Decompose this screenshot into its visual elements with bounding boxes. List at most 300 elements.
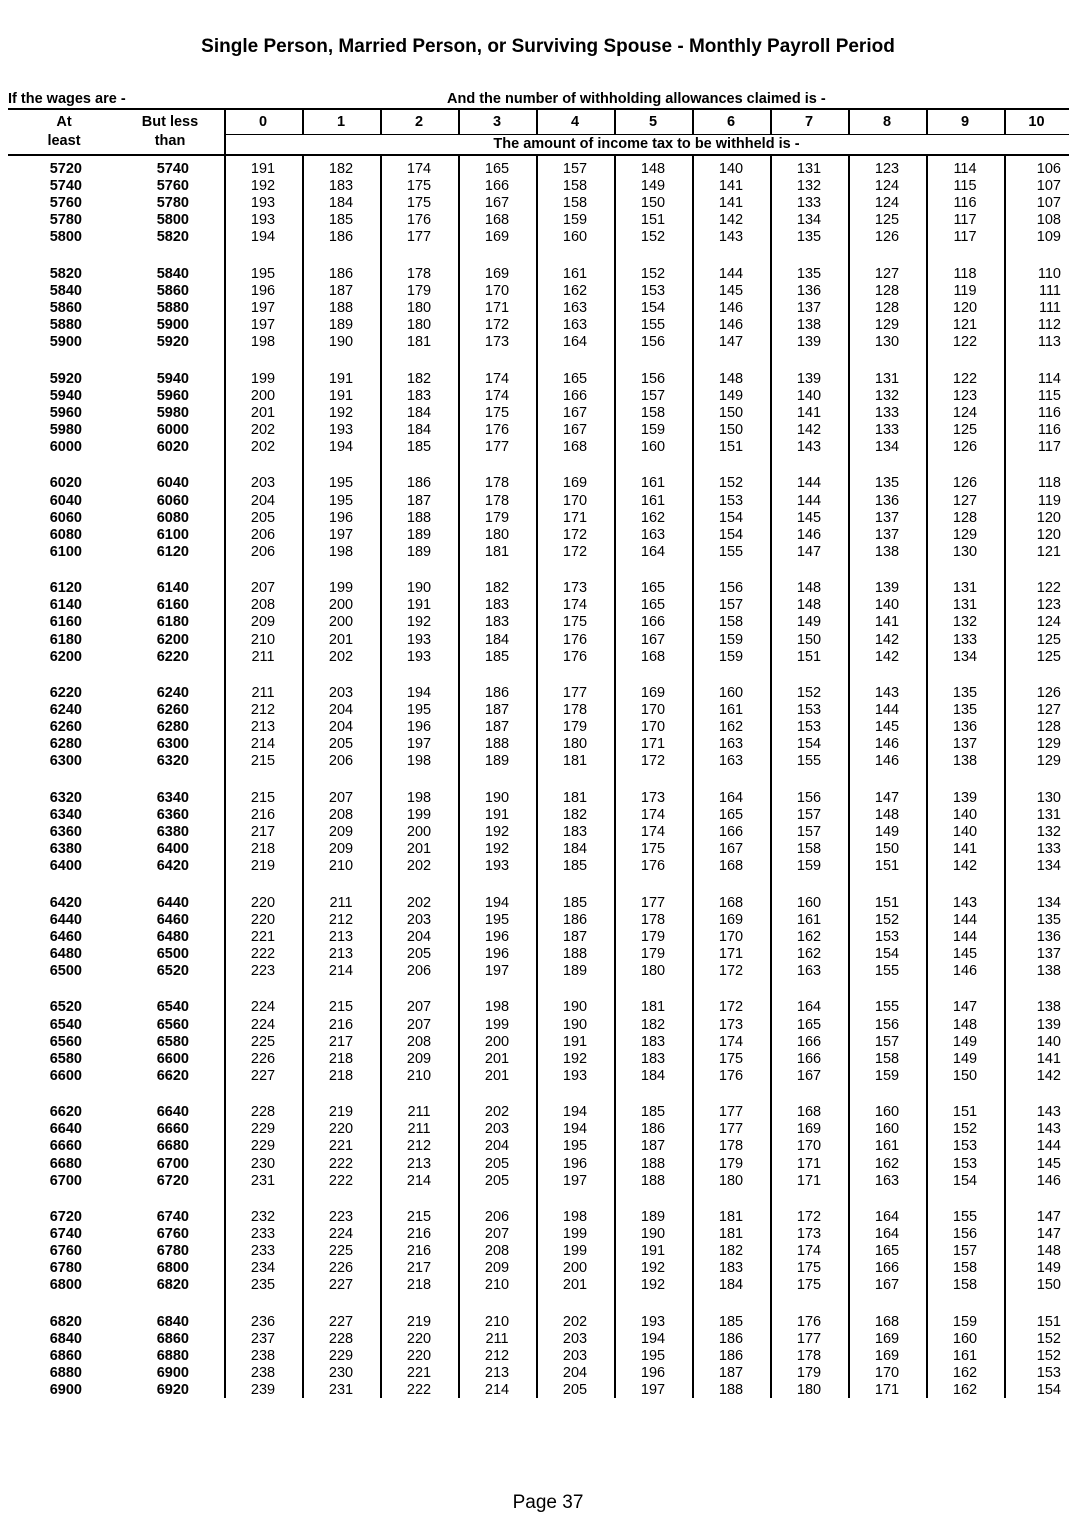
tax-amount-cell: 127 [1036, 702, 1061, 719]
tax-amount-cell: 142 [718, 212, 744, 229]
tax-amount-cell: 200 [406, 824, 432, 840]
tax-amount-cell: 198 [562, 1209, 588, 1225]
tax-amount-cell: 166 [718, 824, 744, 840]
tax-amount-cell: 160 [640, 439, 666, 455]
tax-amount-cell: 153 [1036, 1365, 1061, 1382]
tax-amount-cell: 153 [874, 928, 900, 945]
tax-amount-cell: 227 [328, 1313, 354, 1330]
tax-amount-cell: 122 [952, 370, 978, 387]
tax-amount-cell: 139 [874, 580, 900, 597]
tax-amount-cell: 124 [874, 195, 900, 212]
tax-amount-cell: 130 [952, 543, 978, 560]
tax-amount-cell: 146 [874, 753, 900, 770]
tax-amount-cell: 233 [250, 1243, 276, 1260]
tax-amount-cell: 149 [874, 824, 900, 840]
wage-less-than-cell: 6300 [156, 736, 189, 753]
tax-amount-cell: 212 [406, 1138, 432, 1155]
tax-amount-cell: 143 [1036, 1121, 1061, 1138]
tax-amount-cell: 183 [406, 387, 432, 404]
tax-amount-cell: 138 [952, 753, 978, 770]
tax-amount-cell: 136 [952, 719, 978, 736]
tax-amount-cell: 146 [952, 963, 978, 979]
tax-amount-cell: 189 [328, 317, 354, 334]
tax-amount-cell: 196 [484, 945, 510, 962]
allowance-col-header: 1 [336, 114, 346, 130]
tax-amount-cell: 107 [1036, 195, 1061, 212]
tax-amount-cell: 131 [874, 370, 900, 387]
tax-amount-cell: 204 [328, 702, 354, 719]
tax-amount-cell: 143 [796, 439, 822, 455]
tax-amount-cell: 198 [406, 753, 432, 770]
wage-less-than-cell: 6120 [156, 543, 189, 560]
tax-amount-cell: 215 [250, 789, 276, 806]
tax-amount-cell: 208 [484, 1243, 510, 1260]
tax-amount-cell: 115 [1037, 387, 1061, 404]
tax-amount-cell: 169 [874, 1348, 900, 1364]
tax-amount-cell: 183 [484, 614, 510, 631]
tax-amount-cell: 160 [874, 1104, 900, 1121]
tax-amount-cell: 202 [406, 894, 432, 911]
wage-less-than-cell: 6700 [156, 1155, 189, 1172]
column-divider [770, 110, 772, 134]
tax-amount-cell: 229 [250, 1138, 276, 1155]
tax-amount-cell: 127 [874, 265, 900, 282]
tax-amount-cell: 217 [250, 824, 276, 840]
tax-amount-cell: 178 [406, 265, 432, 282]
tax-amount-cell: 208 [328, 806, 354, 823]
tax-amount-cell: 168 [562, 439, 588, 455]
wage-at-least-cell: 6600 [49, 1067, 82, 1084]
tax-amount-cell: 119 [953, 282, 977, 299]
tax-amount-cell: 178 [484, 475, 510, 492]
page-title: Single Person, Married Person, or Surviving Spouse - Monthly Payroll Period [201, 36, 895, 57]
tax-amount-cell: 218 [406, 1277, 432, 1294]
tax-amount-cell: 155 [952, 1209, 978, 1225]
tax-amount-cell: 159 [562, 212, 588, 229]
tax-amount-cell: 182 [328, 161, 354, 177]
tax-amount-cell: 159 [874, 1067, 900, 1084]
tax-amount-cell: 157 [640, 387, 666, 404]
tax-amount-cell: 188 [406, 509, 432, 526]
wage-less-than-cell: 6260 [156, 702, 189, 719]
wage-less-than-cell: 6920 [156, 1382, 189, 1399]
tax-amount-cell: 125 [952, 421, 978, 438]
wage-less-than-cell: 6320 [156, 753, 189, 770]
tax-amount-cell: 147 [1036, 1209, 1061, 1225]
tax-amount-cell: 168 [718, 894, 744, 911]
wage-less-than-cell: 5920 [156, 334, 189, 351]
tax-amount-cell: 219 [406, 1313, 432, 1330]
tax-amount-cell: 164 [640, 543, 666, 560]
tax-amount-cell: 192 [250, 178, 276, 195]
tax-amount-cell: 114 [1037, 370, 1061, 387]
col-at-least-line2: least [47, 133, 81, 149]
tax-amount-cell: 189 [562, 963, 588, 979]
tax-amount-cell: 163 [718, 736, 744, 753]
tax-amount-cell: 194 [406, 685, 432, 701]
wage-at-least-cell: 6740 [49, 1226, 82, 1243]
tax-amount-cell: 190 [484, 789, 510, 806]
tax-amount-cell: 162 [952, 1382, 978, 1399]
wage-less-than-cell: 6880 [156, 1348, 189, 1364]
wage-less-than-cell: 6640 [156, 1104, 189, 1121]
wage-at-least-cell: 6500 [49, 963, 82, 979]
column-divider [536, 110, 538, 134]
tax-amount-cell: 152 [796, 685, 822, 701]
tax-amount-cell: 165 [640, 580, 666, 597]
column-divider [380, 156, 382, 1398]
tax-amount-cell: 184 [406, 404, 432, 421]
tax-amount-cell: 176 [562, 631, 588, 648]
tax-amount-cell: 174 [562, 597, 588, 614]
tax-amount-cell: 191 [328, 370, 354, 387]
tax-amount-cell: 168 [640, 648, 666, 665]
tax-amount-cell: 189 [640, 1209, 666, 1225]
wage-less-than-cell: 6200 [156, 631, 189, 648]
tax-amount-cell: 191 [484, 806, 510, 823]
wage-at-least-cell: 6380 [49, 841, 82, 858]
wage-at-least-cell: 6160 [49, 614, 82, 631]
allowance-header-rule [224, 134, 1069, 135]
tax-amount-cell: 188 [328, 300, 354, 316]
allowance-col-header: 2 [414, 114, 424, 130]
tax-amount-cell: 199 [406, 806, 432, 823]
tax-amount-cell: 205 [328, 736, 354, 753]
tax-amount-cell: 151 [952, 1104, 978, 1121]
header-bottom-rule [8, 154, 1069, 156]
tax-amount-cell: 187 [484, 702, 510, 719]
tax-amount-cell: 189 [484, 753, 510, 770]
tax-amount-cell: 182 [718, 1243, 744, 1260]
tax-amount-cell: 184 [718, 1277, 744, 1294]
tax-amount-cell: 218 [250, 841, 276, 858]
tax-amount-cell: 171 [796, 1155, 822, 1172]
tax-amount-cell: 142 [1036, 1067, 1061, 1084]
tax-amount-cell: 208 [406, 1033, 432, 1050]
wage-less-than-cell: 6140 [156, 580, 189, 597]
tax-amount-cell: 190 [562, 1016, 588, 1033]
wage-less-than-cell: 6520 [156, 963, 189, 979]
tax-amount-cell: 163 [562, 317, 588, 334]
tax-amount-cell: 219 [250, 858, 276, 875]
tax-amount-cell: 204 [328, 719, 354, 736]
tax-amount-cell: 106 [1036, 161, 1061, 177]
divider-wages-allowances [224, 156, 226, 1398]
tax-amount-cell: 134 [1036, 894, 1061, 911]
tax-amount-cell: 239 [250, 1382, 276, 1399]
tax-amount-cell: 146 [718, 300, 744, 316]
tax-amount-cell: 120 [952, 300, 978, 316]
tax-amount-cell: 148 [874, 806, 900, 823]
tax-amount-cell: 111 [1038, 282, 1061, 299]
tax-amount-cell: 158 [874, 1050, 900, 1067]
tax-amount-cell: 134 [1036, 858, 1061, 875]
tax-amount-cell: 235 [250, 1277, 276, 1294]
tax-amount-cell: 195 [250, 265, 276, 282]
wage-at-least-cell: 6580 [49, 1050, 82, 1067]
tax-amount-cell: 132 [952, 614, 978, 631]
tax-amount-cell: 187 [484, 719, 510, 736]
tax-amount-cell: 198 [250, 334, 276, 351]
tax-amount-cell: 122 [1036, 580, 1061, 597]
wage-at-least-cell: 6880 [49, 1365, 82, 1382]
tax-amount-cell: 162 [640, 509, 666, 526]
tax-amount-cell: 157 [796, 806, 822, 823]
tax-amount-cell: 181 [718, 1209, 744, 1225]
tax-amount-cell: 165 [640, 597, 666, 614]
tax-amount-cell: 211 [251, 685, 275, 701]
tax-amount-cell: 154 [952, 1172, 978, 1189]
tax-amount-cell: 116 [1037, 421, 1061, 438]
tax-amount-cell: 118 [953, 265, 977, 282]
wage-less-than-cell: 5780 [156, 195, 189, 212]
tax-amount-cell: 206 [250, 543, 276, 560]
tax-amount-cell: 144 [952, 911, 978, 928]
tax-amount-cell: 128 [874, 282, 900, 299]
tax-amount-cell: 213 [484, 1365, 510, 1382]
tax-amount-cell: 173 [640, 789, 666, 806]
tax-amount-cell: 184 [562, 841, 588, 858]
tax-amount-cell: 124 [952, 404, 978, 421]
tax-amount-cell: 198 [484, 999, 510, 1016]
tax-amount-cell: 168 [796, 1104, 822, 1121]
tax-amount-cell: 171 [484, 300, 510, 316]
tax-amount-cell: 139 [796, 334, 822, 351]
wage-at-least-cell: 6700 [49, 1172, 82, 1189]
wage-less-than-cell: 6400 [156, 841, 189, 858]
tax-amount-cell: 210 [328, 858, 354, 875]
tax-amount-cell: 189 [406, 543, 432, 560]
tax-amount-cell: 132 [796, 178, 822, 195]
tax-amount-cell: 194 [484, 894, 510, 911]
column-divider [770, 156, 772, 1398]
tax-amount-cell: 194 [328, 439, 354, 455]
tax-amount-cell: 182 [562, 806, 588, 823]
tax-amount-cell: 120 [1036, 509, 1061, 526]
tax-amount-cell: 166 [562, 387, 588, 404]
tax-amount-cell: 141 [718, 178, 744, 195]
tax-amount-cell: 138 [874, 543, 900, 560]
tax-amount-cell: 144 [952, 928, 978, 945]
tax-amount-cell: 158 [952, 1260, 978, 1277]
tax-amount-cell: 206 [484, 1209, 510, 1225]
tax-amount-cell: 178 [562, 702, 588, 719]
wage-at-least-cell: 6660 [49, 1138, 82, 1155]
tax-amount-cell: 152 [640, 229, 666, 246]
tax-amount-cell: 123 [1036, 597, 1061, 614]
tax-amount-cell: 194 [562, 1121, 588, 1138]
wage-less-than-cell: 6060 [156, 492, 189, 509]
tax-amount-cell: 238 [250, 1348, 276, 1364]
tax-amount-cell: 159 [952, 1313, 978, 1330]
tax-amount-cell: 153 [796, 719, 822, 736]
tax-amount-cell: 136 [874, 492, 900, 509]
tax-amount-cell: 208 [250, 597, 276, 614]
tax-amount-cell: 166 [796, 1033, 822, 1050]
tax-amount-cell: 185 [406, 439, 432, 455]
tax-amount-cell: 168 [874, 1313, 900, 1330]
column-divider [1004, 156, 1006, 1398]
tax-amount-cell: 166 [484, 178, 510, 195]
tax-amount-cell: 216 [406, 1243, 432, 1260]
wage-less-than-cell: 5880 [156, 300, 189, 316]
wage-at-least-cell: 6060 [49, 509, 82, 526]
tax-amount-cell: 150 [952, 1067, 978, 1084]
tax-amount-cell: 116 [1037, 404, 1061, 421]
tax-amount-cell: 154 [1036, 1382, 1061, 1399]
tax-amount-cell: 198 [328, 543, 354, 560]
tax-amount-cell: 143 [874, 685, 900, 701]
tax-amount-cell: 197 [640, 1382, 666, 1399]
wage-at-least-cell: 6040 [49, 492, 82, 509]
tax-amount-cell: 147 [1036, 1226, 1061, 1243]
tax-amount-cell: 152 [640, 265, 666, 282]
allowance-col-header: 5 [648, 114, 658, 130]
tax-amount-cell: 168 [718, 858, 744, 875]
tax-amount-cell: 223 [250, 963, 276, 979]
wage-less-than-cell: 6560 [156, 1016, 189, 1033]
divider-wages-amount [224, 134, 226, 155]
tax-amount-cell: 164 [796, 999, 822, 1016]
tax-amount-cell: 214 [250, 736, 276, 753]
tax-amount-cell: 158 [640, 404, 666, 421]
tax-amount-cell: 183 [484, 597, 510, 614]
tax-amount-cell: 132 [874, 387, 900, 404]
tax-amount-cell: 108 [1036, 212, 1061, 229]
wage-less-than-cell: 6600 [156, 1050, 189, 1067]
tax-amount-cell: 151 [718, 439, 744, 455]
tax-amount-cell: 175 [406, 195, 432, 212]
tax-amount-cell: 175 [718, 1050, 744, 1067]
tax-amount-cell: 226 [328, 1260, 354, 1277]
column-divider [458, 156, 460, 1398]
tax-amount-cell: 153 [718, 492, 744, 509]
tax-amount-cell: 174 [406, 161, 432, 177]
tax-amount-cell: 178 [484, 492, 510, 509]
tax-amount-cell: 171 [640, 736, 666, 753]
tax-amount-cell: 185 [562, 894, 588, 911]
tax-amount-cell: 193 [562, 1067, 588, 1084]
tax-amount-cell: 186 [562, 911, 588, 928]
wage-at-least-cell: 6780 [49, 1260, 82, 1277]
tax-amount-cell: 158 [952, 1277, 978, 1294]
tax-amount-cell: 212 [484, 1348, 510, 1364]
wage-at-least-cell: 5880 [49, 317, 82, 334]
wage-less-than-cell: 6220 [156, 648, 189, 665]
tax-amount-cell: 123 [874, 161, 900, 177]
wage-at-least-cell: 5860 [49, 300, 82, 316]
tax-amount-cell: 186 [328, 229, 354, 246]
tax-amount-cell: 128 [952, 509, 978, 526]
tax-amount-cell: 180 [406, 317, 432, 334]
tax-amount-cell: 204 [562, 1365, 588, 1382]
tax-amount-cell: 178 [796, 1348, 822, 1364]
tax-amount-cell: 190 [640, 1226, 666, 1243]
tax-amount-cell: 174 [640, 806, 666, 823]
tax-amount-cell: 163 [874, 1172, 900, 1189]
wage-at-least-cell: 6900 [49, 1382, 82, 1399]
tax-amount-cell: 209 [406, 1050, 432, 1067]
tax-amount-cell: 160 [562, 229, 588, 246]
tax-amount-cell: 215 [250, 753, 276, 770]
allowance-col-header: 8 [882, 114, 892, 130]
tax-amount-cell: 200 [250, 387, 276, 404]
tax-amount-cell: 166 [874, 1260, 900, 1277]
tax-amount-cell: 154 [640, 300, 666, 316]
tax-amount-cell: 200 [484, 1033, 510, 1050]
wage-at-least-cell: 6340 [49, 806, 82, 823]
tax-amount-cell: 145 [1036, 1155, 1061, 1172]
tax-amount-cell: 124 [1036, 614, 1061, 631]
wage-less-than-cell: 6720 [156, 1172, 189, 1189]
wage-less-than-cell: 5980 [156, 404, 189, 421]
tax-amount-cell: 217 [406, 1260, 432, 1277]
wage-less-than-cell: 6660 [156, 1121, 189, 1138]
tax-amount-cell: 135 [796, 265, 822, 282]
allowance-col-header: 10 [1028, 114, 1045, 130]
tax-amount-cell: 148 [952, 1016, 978, 1033]
tax-amount-cell: 133 [874, 421, 900, 438]
wage-less-than-cell: 5960 [156, 387, 189, 404]
tax-amount-cell: 154 [796, 736, 822, 753]
tax-amount-cell: 163 [562, 300, 588, 316]
tax-amount-cell: 125 [1036, 648, 1061, 665]
wage-at-least-cell: 6420 [49, 894, 82, 911]
tax-amount-cell: 166 [796, 1050, 822, 1067]
tax-amount-cell: 181 [640, 999, 666, 1016]
tax-amount-cell: 152 [1036, 1348, 1061, 1364]
tax-amount-cell: 150 [796, 631, 822, 648]
wages-label: If the wages are - [8, 91, 126, 107]
tax-amount-cell: 220 [250, 911, 276, 928]
tax-amount-cell: 195 [484, 911, 510, 928]
tax-amount-cell: 185 [562, 858, 588, 875]
tax-amount-cell: 144 [718, 265, 744, 282]
tax-amount-cell: 159 [640, 421, 666, 438]
wage-at-least-cell: 6180 [49, 631, 82, 648]
tax-amount-cell: 123 [952, 387, 978, 404]
tax-amount-cell: 165 [874, 1243, 900, 1260]
tax-amount-cell: 150 [640, 195, 666, 212]
tax-amount-cell: 162 [874, 1155, 900, 1172]
tax-amount-cell: 117 [1037, 439, 1061, 455]
wage-less-than-cell: 6340 [156, 789, 189, 806]
tax-amount-cell: 195 [328, 492, 354, 509]
tax-amount-cell: 162 [562, 282, 588, 299]
tax-amount-cell: 222 [250, 945, 276, 962]
tax-amount-cell: 175 [406, 178, 432, 195]
tax-amount-cell: 203 [406, 911, 432, 928]
tax-amount-cell: 170 [718, 928, 744, 945]
allowance-col-header: 9 [960, 114, 970, 130]
tax-amount-cell: 172 [718, 999, 744, 1016]
tax-amount-cell: 177 [718, 1121, 744, 1138]
tax-amount-cell: 202 [328, 648, 354, 665]
tax-amount-cell: 216 [328, 1016, 354, 1033]
tax-amount-cell: 204 [250, 492, 276, 509]
tax-amount-cell: 130 [1036, 789, 1061, 806]
tax-amount-cell: 173 [718, 1016, 744, 1033]
tax-amount-cell: 201 [406, 841, 432, 858]
tax-amount-cell: 140 [796, 387, 822, 404]
tax-amount-cell: 172 [562, 526, 588, 543]
wage-at-least-cell: 5720 [49, 161, 82, 177]
wage-at-least-cell: 5740 [49, 178, 82, 195]
tax-amount-cell: 144 [874, 702, 900, 719]
tax-amount-cell: 144 [796, 475, 822, 492]
wage-at-least-cell: 6120 [49, 580, 82, 597]
tax-amount-cell: 134 [796, 212, 822, 229]
